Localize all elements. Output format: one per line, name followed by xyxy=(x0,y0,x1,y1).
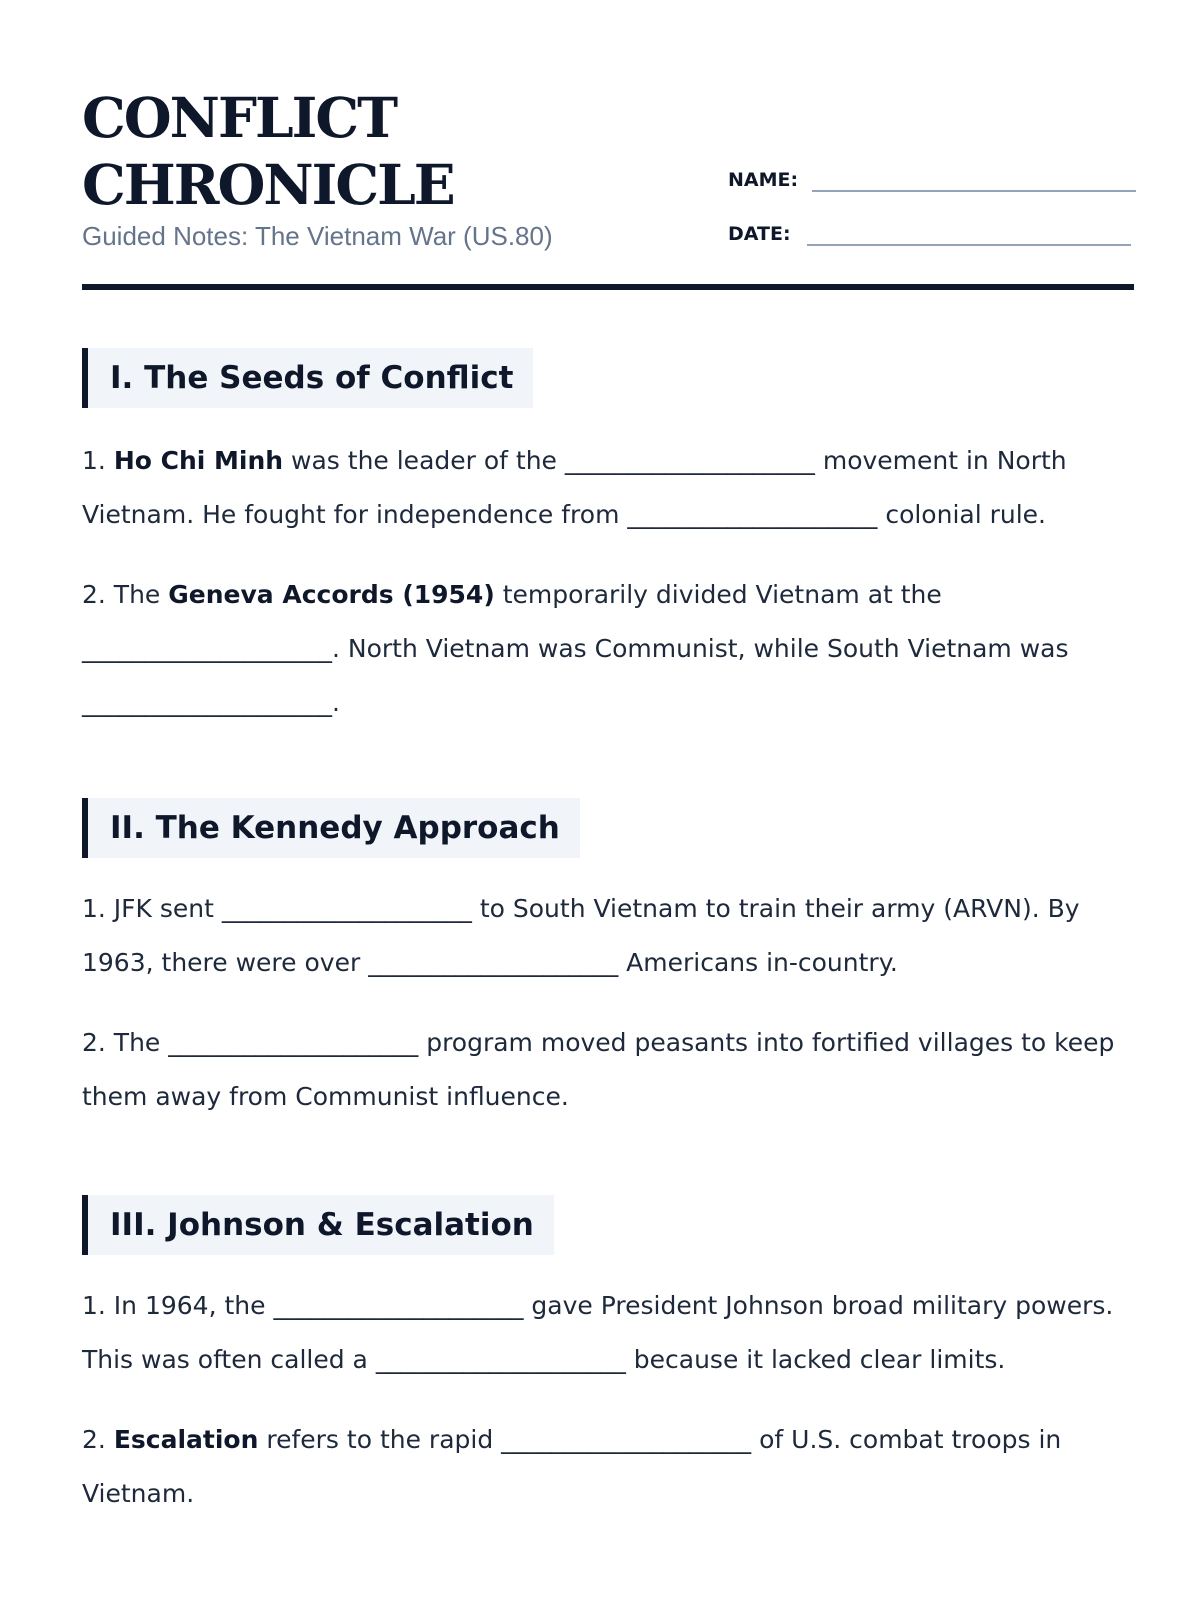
worksheet-header xyxy=(82,0,1134,292)
question-text: because it lacked clear limits. xyxy=(625,1345,1006,1374)
worksheet-page xyxy=(82,0,1134,1508)
question-item xyxy=(82,434,1134,542)
title-line-1: CONFLICT xyxy=(82,85,397,150)
question-text: 1. In 1964, the xyxy=(82,1291,274,1320)
section-heading: III. Johnson & Escalation xyxy=(82,1195,554,1255)
question-item xyxy=(82,1016,1134,1124)
name-field xyxy=(728,168,1136,192)
name-label: NAME: xyxy=(728,169,799,191)
question-text: refers to the rapid xyxy=(258,1425,502,1454)
question-text: colonial rule. xyxy=(877,500,1047,529)
question-item xyxy=(82,1279,1134,1387)
question-number: 1. xyxy=(82,446,106,475)
question-item xyxy=(82,1413,1134,1521)
section-heading: I. The Seeds of Conflict xyxy=(82,348,533,408)
answer-blank[interactable]: ____________________ xyxy=(368,948,619,977)
page-title xyxy=(82,84,454,218)
question-text: to South Vietnam to train their army (ARVN). By 1963, there were over xyxy=(82,894,1080,977)
question-number: 2. The xyxy=(82,580,161,609)
key-term: Geneva Accords (1954) xyxy=(168,580,495,609)
question-text: 2. The xyxy=(82,1028,169,1057)
date-label: DATE: xyxy=(728,223,791,245)
answer-blank[interactable]: ____________________ xyxy=(501,1425,752,1454)
question-text: movement in North Vietnam. He fought for independence from xyxy=(82,446,1067,529)
question-text: gave President Johnson broad military powers. This was often called a xyxy=(82,1291,1114,1374)
section-kennedy-approach xyxy=(82,798,1134,1124)
question-text: of U.S. combat troops in Vietnam. xyxy=(82,1425,1062,1508)
answer-blank[interactable]: ____________________ xyxy=(82,688,332,717)
section-seeds-of-conflict xyxy=(82,348,1134,730)
question-text: 1. JFK sent xyxy=(82,894,222,923)
answer-blank[interactable]: ____________________ xyxy=(564,446,815,475)
question-text: was the leader of the xyxy=(283,446,565,475)
question-text: . xyxy=(332,688,340,717)
key-term: Ho Chi Minh xyxy=(113,446,284,475)
date-input-line[interactable] xyxy=(807,222,1131,246)
question-text: . North Vietnam was Communist, while South Vietnam was xyxy=(332,634,1069,663)
answer-blank[interactable]: ____________________ xyxy=(82,634,332,663)
section-johnson-escalation xyxy=(82,1195,1134,1521)
question-number: 2. xyxy=(82,1425,106,1454)
question-item xyxy=(82,882,1134,990)
question-text: Americans in-country. xyxy=(618,948,898,977)
page-subtitle: Guided Notes: The Vietnam War (US.80) xyxy=(82,221,553,251)
question-text: program moved peasants into fortified villages to keep them away from Communist influence. xyxy=(82,1028,1115,1111)
answer-blank[interactable]: ____________________ xyxy=(273,1291,524,1320)
title-line-2: CHRONICLE xyxy=(82,152,454,217)
answer-blank[interactable]: ____________________ xyxy=(375,1345,626,1374)
name-input-line[interactable] xyxy=(812,168,1136,192)
answer-blank[interactable]: ____________________ xyxy=(221,894,472,923)
question-item xyxy=(82,568,1134,730)
answer-blank[interactable]: ____________________ xyxy=(168,1028,419,1057)
header-divider xyxy=(82,284,1134,290)
question-text: temporarily divided Vietnam at the xyxy=(494,580,942,609)
section-heading: II. The Kennedy Approach xyxy=(82,798,580,858)
key-term: Escalation xyxy=(113,1425,259,1454)
answer-blank[interactable]: ____________________ xyxy=(627,500,878,529)
date-field xyxy=(728,222,1131,246)
